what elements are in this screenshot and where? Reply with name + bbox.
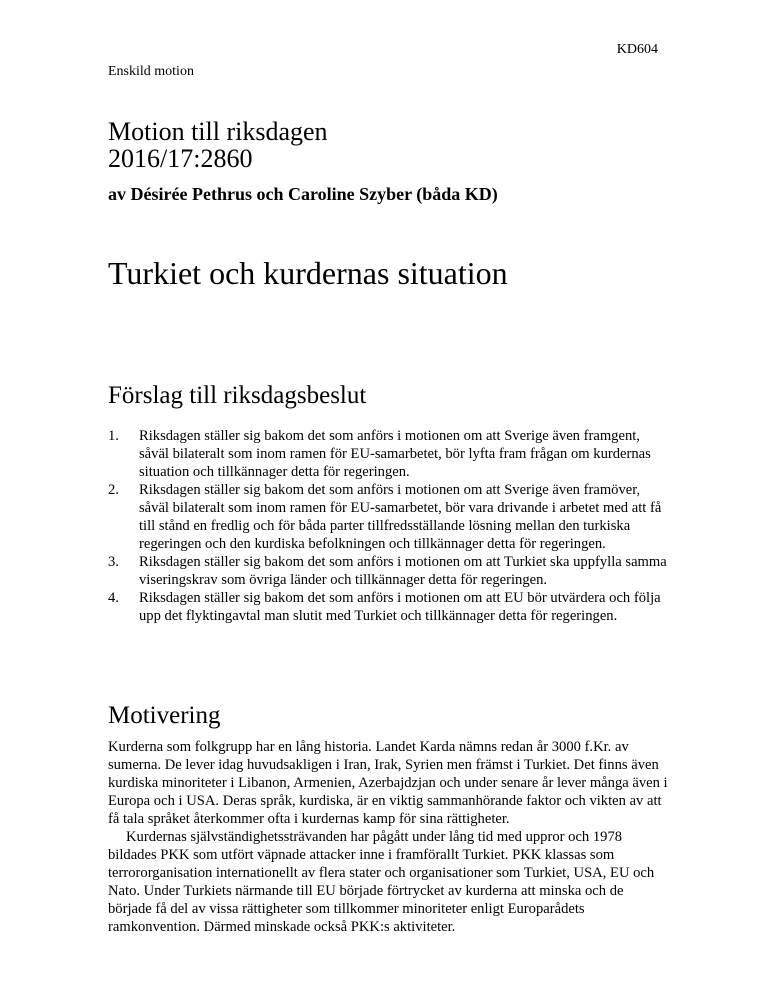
paragraph: Kurdernas självständighetssträvanden har pågått under lång tid med uppror och 1978 bildades PKK som utfört väpnade attacker inne i framförallt Turkiet. PKK klassas som terrororganisation internationellt av flera stater och organisationer som Turkiet, USA, EU och Nato. Under Turkiets närmande till EU började förtrycket av kurderna att minska och de började få del av vissa rättigheter som tillkommer minoriteter enligt Europarådets ramkonvention. Därmed minskade också PKK:s aktiviteter. — [108, 829, 655, 935]
list-item-text: Riksdagen ställer sig bakom det som anförs i motionen om att Sverige även framöver, såväl bilateralt som inom ramen för EU-samarbetet, bör vara drivande i arbetet med att få till stånd en fredlig och för båda parter tillfredsställande lösning mellan den turkiska regeringen och den kurdiska befolkningen och tillkännager detta för regeringen. — [139, 482, 662, 552]
motion-number: 2016/17:2860 — [108, 144, 253, 173]
proposals-heading: Förslag till riksdagsbeslut — [108, 382, 367, 409]
list-item — [108, 589, 668, 625]
list-item-text: Riksdagen ställer sig bakom det som anförs i motionen om att EU bör utvärdera och följa upp det flyktingavtal man slutit med Turkiet och tillkännager detta för regeringen. — [139, 590, 661, 624]
list-item-number: 2. — [108, 482, 119, 498]
list-item — [108, 427, 668, 481]
motion-type: Enskild motion — [108, 64, 194, 79]
motivering-body — [108, 738, 668, 936]
list-item-number: 3. — [108, 554, 119, 570]
list-item — [108, 553, 668, 589]
document-code: KD604 — [616, 42, 658, 57]
motion-authors: av Désirée Pethrus och Caroline Szyber (båda KD) — [108, 184, 498, 204]
page-title: Turkiet och kurdernas situation — [108, 255, 508, 291]
list-item-text: Riksdagen ställer sig bakom det som anförs i motionen om att Turkiet ska uppfylla samma viseringskrav som övriga länder och tillkännager detta för regeringen. — [139, 554, 667, 588]
motion-heading — [108, 118, 668, 205]
motivering-heading: Motivering — [108, 702, 221, 729]
list-item-text: Riksdagen ställer sig bakom det som anförs i motionen om att Sverige även framgent, såväl bilateralt som inom ramen för EU-samarbetet, bör lyfta fram frågan om kurdernas situation och tillkännager detta för regeringen. — [139, 428, 651, 480]
list-item-number: 1. — [108, 428, 119, 444]
paragraph: Kurderna som folkgrupp har en lång historia. Landet Karda nämns redan år 3000 f.Kr. av sumerna. De lever idag huvudsakligen i Iran, Irak, Syrien men främst i Turkiet. Det finns även kurdiska minoriteter i Libanon, Armenien, Azerbajdzjan och under senare år lever många även i Europa och i USA. Deras språk, kurdiska, är en viktig sammanhörande faktor och vikten av att få tala språket återkommer ofta i kurdernas kamp för sina rättigheter. — [108, 739, 668, 827]
list-item-number: 4. — [108, 590, 119, 606]
motion-heading-line1: Motion till riksdagen — [108, 117, 328, 146]
list-item — [108, 481, 668, 553]
proposals-list — [108, 427, 668, 625]
